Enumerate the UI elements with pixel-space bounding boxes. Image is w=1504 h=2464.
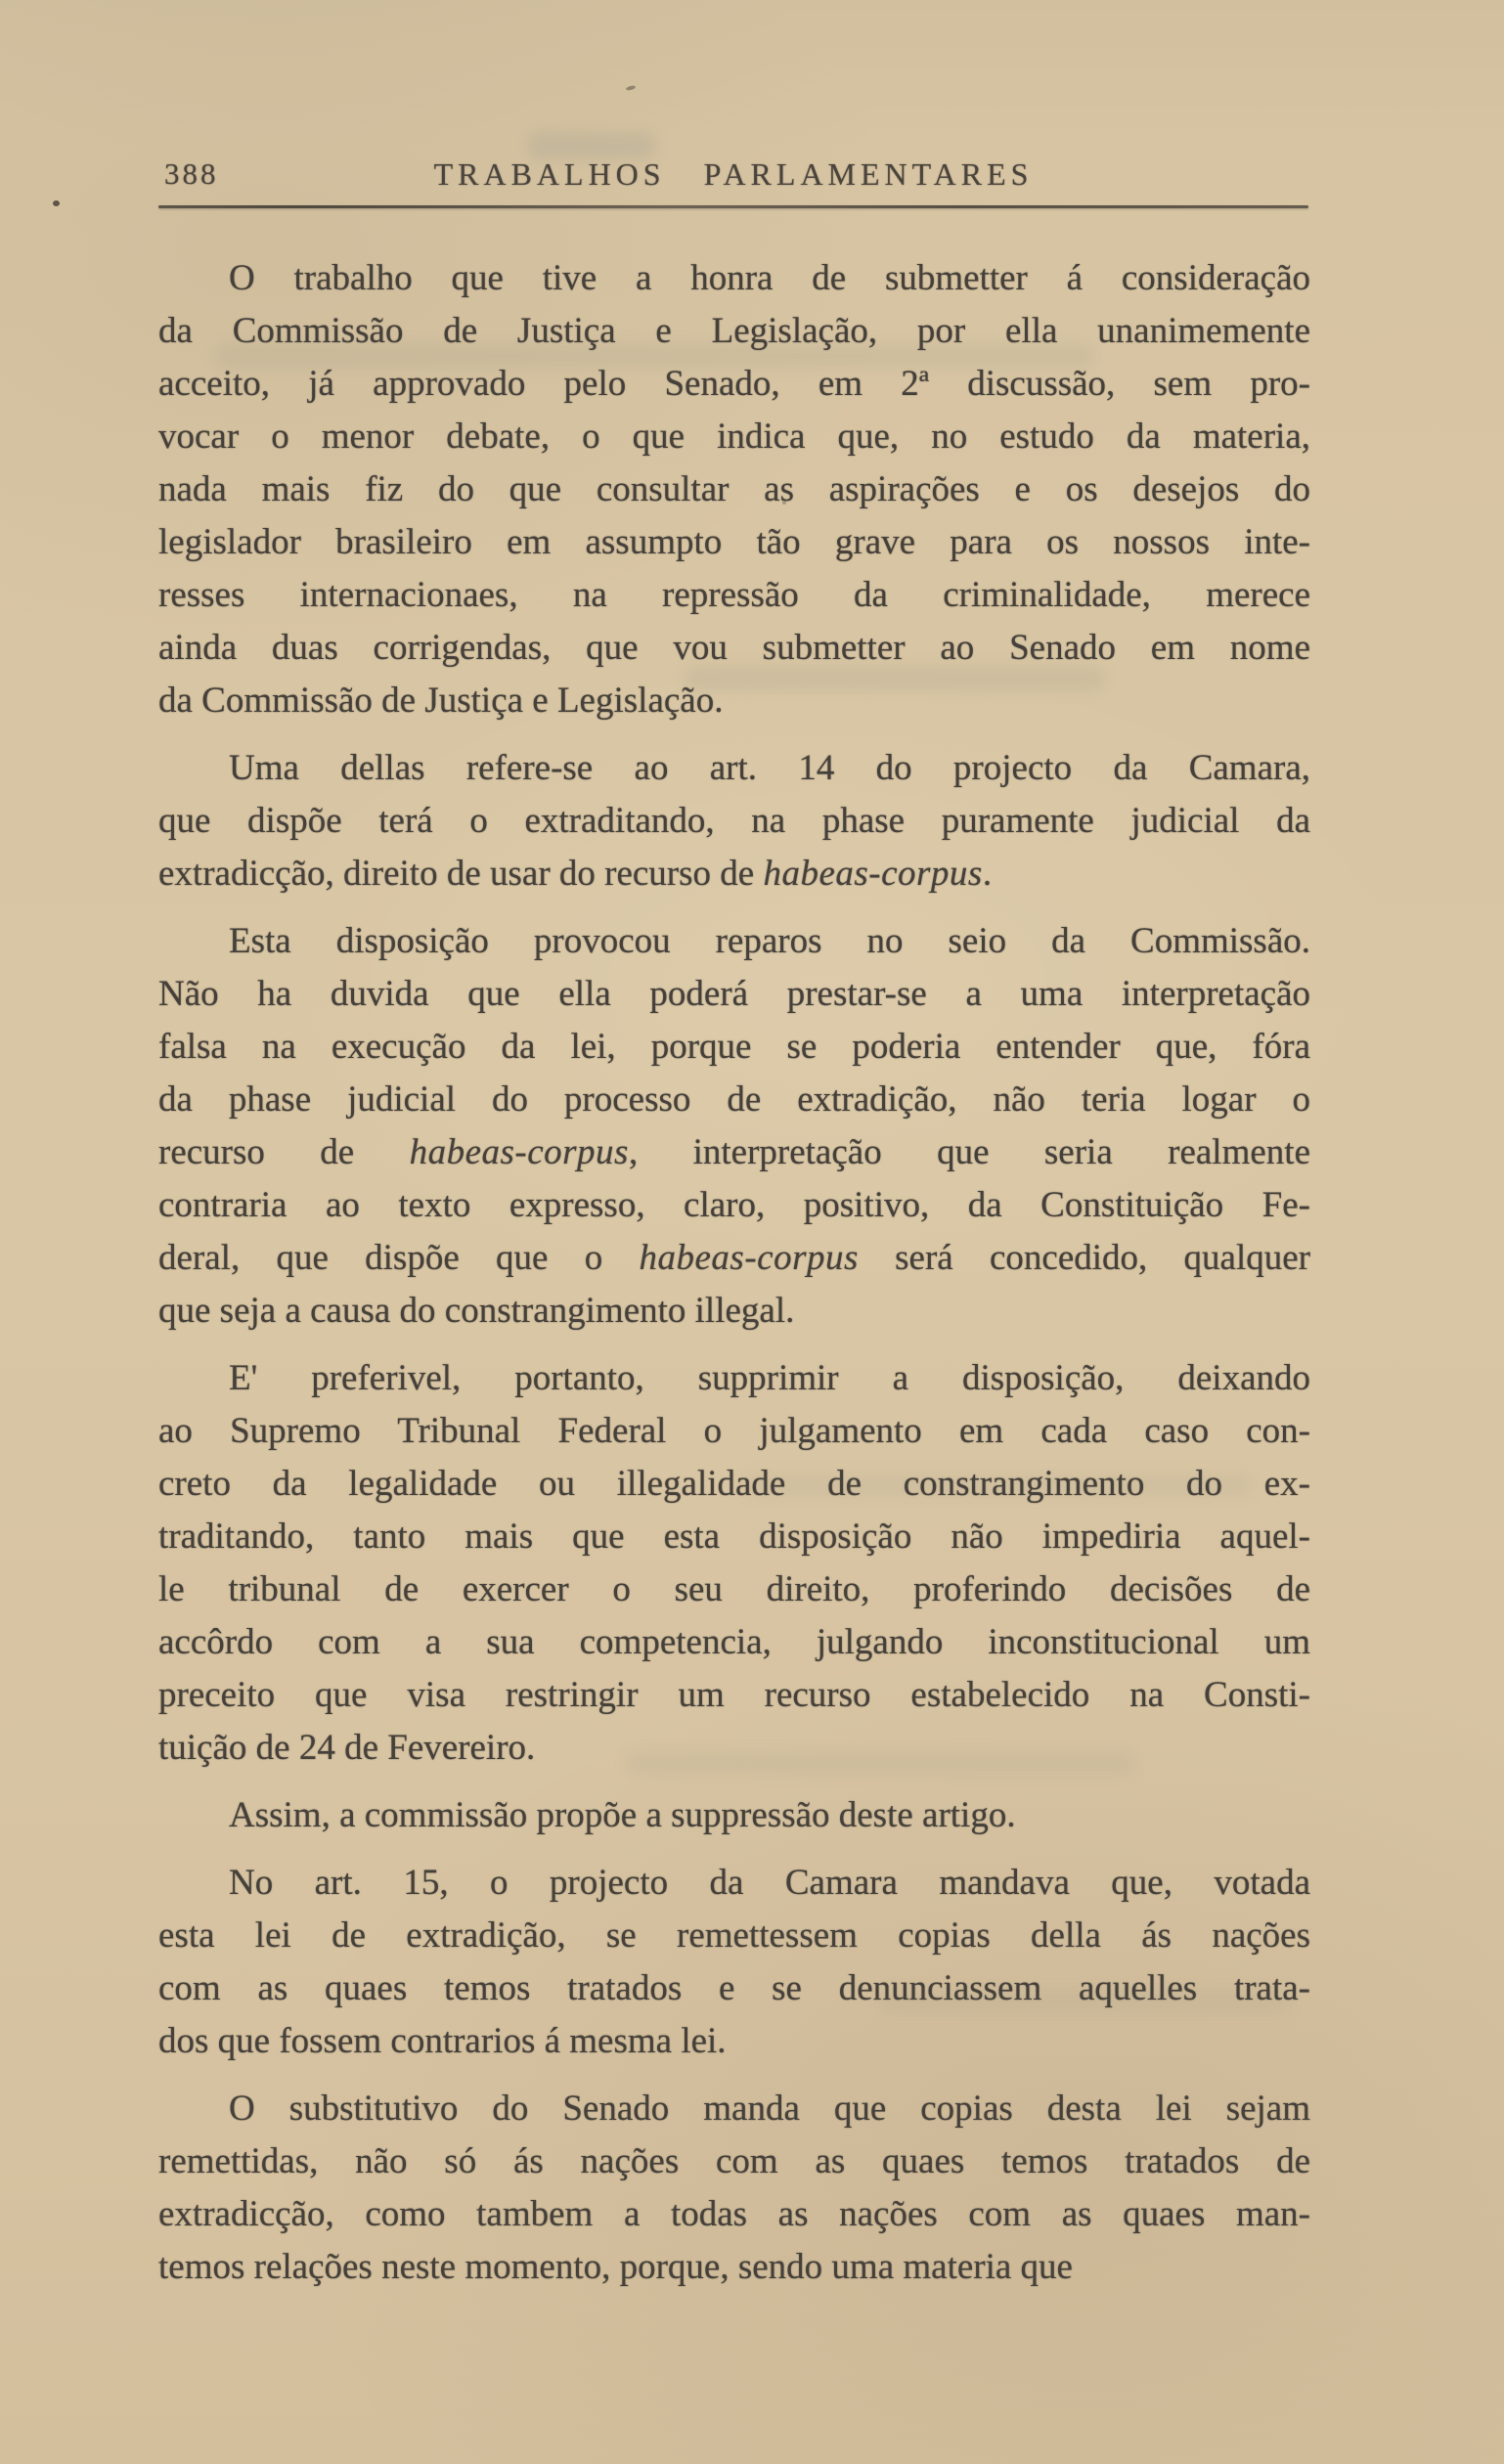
- text-line: O substitutivo do Senado manda que copias desta lei sejam: [229, 2089, 1310, 2129]
- paragraph: [158, 252, 1310, 727]
- text-line: da phase judicial do processo de extradição, não teria logar o: [158, 1079, 1310, 1120]
- text-line: preceito que visa restringir um recurso estabelecido na Consti-: [158, 1675, 1310, 1715]
- text-line: legislador brasileiro em assumpto tão grave para os nossos inte-: [158, 522, 1310, 562]
- text-line: Uma dellas refere-se ao art. 14 do projecto da Camara,: [229, 748, 1310, 788]
- running-header-title: TRABALHOS PARLAMENTARES: [433, 156, 1034, 192]
- text-line: deral, que dispõe que o habeas-corpus será concedido, qualquer: [158, 1238, 1310, 1278]
- text-line: acceito, já approvado pelo Senado, em 2ª discussão, sem pro-: [158, 364, 1310, 404]
- showthrough-smudge: [528, 133, 655, 158]
- text-line: recurso de habeas-corpus, interpretação que seria realmente: [158, 1132, 1310, 1172]
- text-line: contraria ao texto expresso, claro, positivo, da Constituição Fe-: [158, 1185, 1310, 1225]
- paragraph: [158, 915, 1310, 1338]
- text-line: le tribunal de exercer o seu direito, proferindo decisões de: [158, 1569, 1310, 1609]
- text-line: extradicção, como tambem a todas as nações com as quaes man-: [158, 2194, 1310, 2234]
- text-line: temos relações neste momento, porque, sendo uma materia que: [158, 2247, 1073, 2287]
- body-text: [158, 252, 1310, 2294]
- text-line: No art. 15, o projecto da Camara mandava que, votada: [229, 1863, 1310, 1903]
- text-line: dos que fossem contrarios á mesma lei.: [158, 2021, 727, 2061]
- text-line: nada mais fiz do que consultar as aspirações e os desejos do: [158, 469, 1310, 509]
- text-line: Não ha duvida que ella poderá prestar-se a uma interpretação: [158, 974, 1310, 1014]
- text-line: ao Supremo Tribunal Federal o julgamento em cada caso con-: [158, 1411, 1310, 1451]
- text-line: accôrdo com a sua competencia, julgando inconstitucional um: [158, 1622, 1310, 1662]
- text-line: Assim, a commissão propõe a suppressão deste artigo.: [229, 1795, 1016, 1835]
- text-line: tuição de 24 de Fevereiro.: [158, 1728, 536, 1768]
- text-line: com as quaes temos tratados e se denunciassem aquelles trata-: [158, 1968, 1310, 2008]
- paragraph: [158, 1857, 1310, 2068]
- text-line: traditando, tanto mais que esta disposição não impediria aquel-: [158, 1517, 1310, 1557]
- text-line: Esta disposição provocou reparos no seio da Commissão.: [229, 921, 1310, 961]
- text-line: da Commissão de Justiça e Legislação.: [158, 681, 724, 721]
- text-line: que seja a causa do constrangimento illegal.: [158, 1291, 795, 1331]
- paragraph: [158, 2083, 1310, 2294]
- text-line: falsa na execução da lei, porque se poderia entender que, fóra: [158, 1027, 1310, 1067]
- text-line: creto da legalidade ou illegalidade de constrangimento do ex-: [158, 1464, 1310, 1504]
- text-line: ainda duas corrigendas, que vou submetter ao Senado em nome: [158, 628, 1310, 668]
- text-line: extradicção, direito de usar do recurso de habeas-corpus.: [158, 854, 993, 894]
- paragraph: [158, 1789, 1310, 1842]
- ink-speck: [626, 85, 637, 91]
- text-line: remettidas, não só ás nações com as quaes temos tratados de: [158, 2141, 1310, 2181]
- ink-speck: [53, 200, 60, 206]
- header-divider-rule: [158, 205, 1308, 208]
- paragraph: [158, 1352, 1310, 1775]
- text-line: que dispõe terá o extraditando, na phase puramente judicial da: [158, 801, 1310, 841]
- text-line: O trabalho que tive a honra de submetter á consideração: [229, 258, 1310, 298]
- page-number: 388: [164, 156, 219, 191]
- text-line: esta lei de extradição, se remettessem copias della ás nações: [158, 1915, 1310, 1956]
- text-line: resses internacionaes, na repressão da criminalidade, merece: [158, 575, 1310, 615]
- text-line: vocar o menor debate, o que indica que, no estudo da materia,: [158, 417, 1310, 457]
- text-line: E' preferivel, portanto, supprimir a disposição, deixando: [229, 1358, 1310, 1398]
- paragraph: [158, 742, 1310, 901]
- text-line: da Commissão de Justiça e Legislação, por ella unanimemente: [158, 311, 1310, 351]
